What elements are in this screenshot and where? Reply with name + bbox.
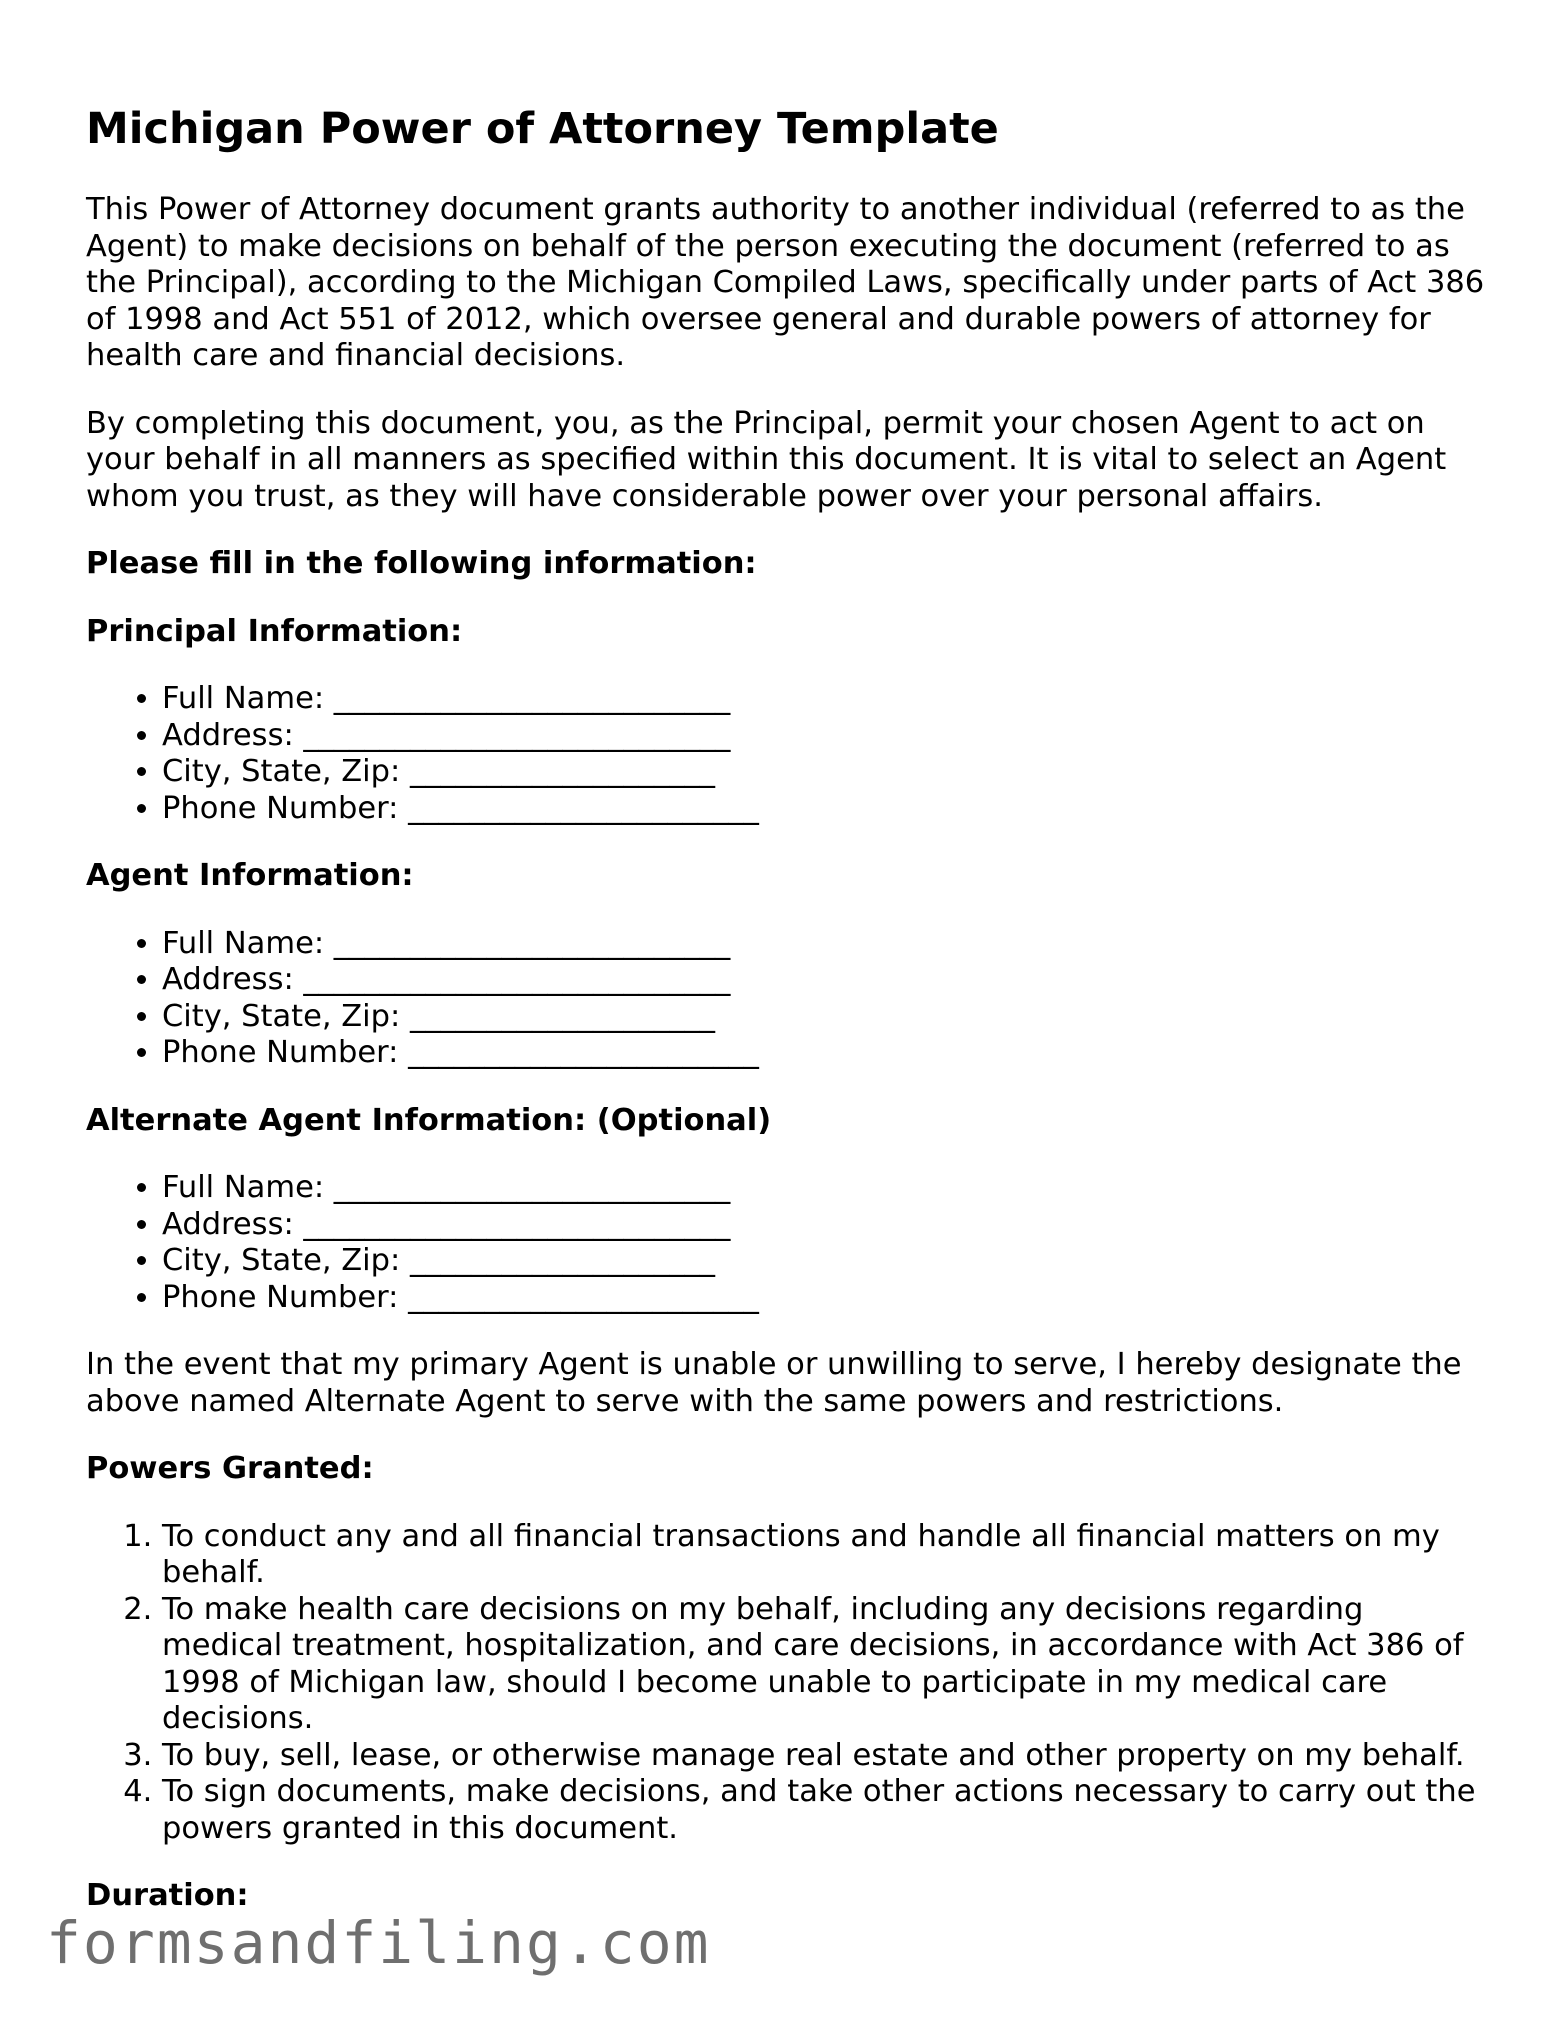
- intro-paragraph-1: This Power of Attorney document grants authority to another individual (referred to as the Agent) to make decisions on behalf of the person executing the document (referred to as the Principal), according to the Michigan Compiled Laws, specifically under parts of Act 386 of 1998 and Act 551 of 2012, which oversee general and durable powers of attorney for health care and financial decisions.: [86, 192, 1485, 373]
- principal-full-name-field: • Full Name: __________________________: [162, 681, 1486, 718]
- alternate-agent-city-state-zip-field: • City, State, Zip: ____________________: [162, 1243, 1486, 1280]
- duration-heading: Duration:: [86, 1878, 249, 1913]
- fill-prompt-heading: Please fill in the following information:: [86, 546, 757, 581]
- alternate-agent-address-field: • Address: ____________________________: [162, 1207, 1486, 1244]
- principal-city-state-zip-field: • City, State, Zip: ____________________: [162, 754, 1486, 791]
- powers-heading: Powers Granted:: [86, 1451, 374, 1486]
- power-item-financial: 1. To conduct any and all financial transactions and handle all financial matters on my behalf.: [162, 1519, 1486, 1592]
- watermark: formsandfiling.com: [46, 1909, 711, 1977]
- page-title: Michigan Power of Attorney Template: [86, 104, 999, 154]
- agent-address-field: • Address: ____________________________: [162, 962, 1486, 999]
- agent-full-name-field: • Full Name: __________________________: [162, 926, 1486, 963]
- agent-phone-field: • Phone Number: _______________________: [162, 1035, 1486, 1072]
- alternate-statement: In the event that my primary Agent is unable or unwilling to serve, I hereby designate the above named Alternate Agent to serve with the same powers and restrictions.: [86, 1347, 1462, 1419]
- principal-fields-list: [86, 681, 1486, 827]
- alternate-agent-fields-list: [86, 1170, 1486, 1316]
- powers-list: [86, 1519, 1486, 1848]
- alternate-agent-full-name-field: • Full Name: __________________________: [162, 1170, 1486, 1207]
- agent-city-state-zip-field: • City, State, Zip: ____________________: [162, 999, 1486, 1036]
- principal-heading: Principal Information:: [86, 613, 463, 649]
- document-page: [86, 100, 1486, 1946]
- power-item-health-care: 2. To make health care decisions on my behalf, including any decisions regarding medical treatment, hospitalization, and care decisions, in accordance with Act 386 of 1998 of Michigan law, should I become unable to participate in my medical care decisions.: [162, 1592, 1486, 1738]
- power-item-real-estate: 3. To buy, sell, lease, or otherwise manage real estate and other property on my behalf.: [162, 1738, 1486, 1775]
- agent-heading: Agent Information:: [86, 858, 414, 893]
- principal-phone-field: • Phone Number: _______________________: [162, 791, 1486, 828]
- intro-paragraph-2: By completing this document, you, as the Principal, permit your chosen Agent to act on your behalf in all manners as specified within this document. It is vital to select an Agent whom you trust, as they will have considerable power over your personal affairs.: [86, 405, 1447, 514]
- principal-address-field: • Address: ____________________________: [162, 718, 1486, 755]
- agent-fields-list: [86, 926, 1486, 1072]
- alternate-agent-heading: Alternate Agent Information: (Optional): [86, 1102, 772, 1138]
- power-item-sign-documents: 4. To sign documents, make decisions, and take other actions necessary to carry out the powers granted in this document.: [162, 1774, 1486, 1847]
- alternate-agent-phone-field: • Phone Number: _______________________: [162, 1280, 1486, 1317]
